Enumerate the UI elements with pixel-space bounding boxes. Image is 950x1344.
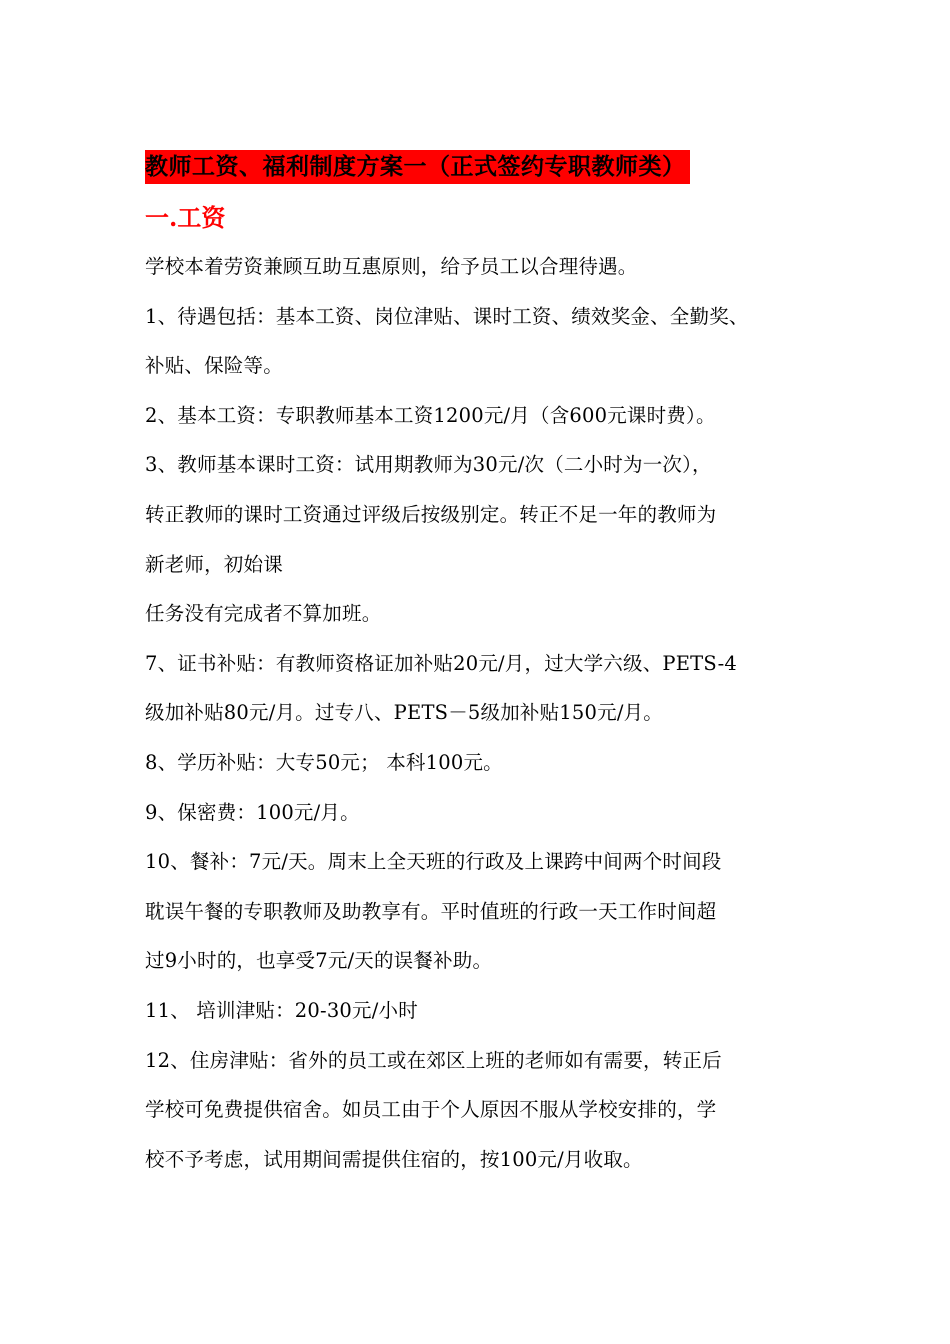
paragraph-line: 11、 培训津贴：20-30元/小时 [145,998,418,1022]
paragraph-line: 学校可免费提供宿舍。如员工由于个人原因不服从学校安排的，学 [145,1098,717,1122]
paragraph-line: 2、基本工资：专职教师基本工资1200元/月（含600元课时费）。 [145,403,716,427]
paragraph-line: 8、学历补贴：大专50元； 本科100元。 [145,750,503,774]
paragraph-line: 任务没有完成者不算加班。 [145,602,382,626]
paragraph-line: 转正教师的课时工资通过评级后按级别定。转正不足一年的教师为 [145,502,717,526]
paragraph-line: 12、住房津贴：省外的员工或在郊区上班的老师如有需要，转正后 [145,1048,722,1072]
paragraph-line: 7、证书补贴：有教师资格证加补贴20元/月，过大学六级、PETS-4 [145,651,738,675]
paragraph-line: 校不予考虑，试用期间需提供住宿的，按100元/月收取。 [145,1147,643,1171]
document-title: 教师工资、福利制度方案一（正式签约专职教师类） [145,150,690,184]
paragraph-line: 3、教师基本课时工资：试用期教师为30元/次（二小时为一次）， [145,453,712,477]
document-body [145,242,835,1184]
paragraph-line: 学校本着劳资兼顾互助互惠原则，给予员工以合理待遇。 [145,255,638,278]
paragraph-line: 过9小时的，也享受7元/天的误餐补助。 [145,949,493,973]
paragraph-line: 级加补贴80元/月。过专八、PETS－5级加补贴150元/月。 [145,701,663,725]
paragraph-line: 新老师，初始课 [145,552,283,576]
paragraph-line: 耽误午餐的专职教师及助教享有。平时值班的行政一天工作时间超 [145,899,717,923]
paragraph-line: 补贴、保险等。 [145,354,283,378]
section-heading-salary: 一.工资 [145,203,226,232]
paragraph-line: 1、待遇包括：基本工资、岗位津贴、课时工资、绩效奖金、全勤奖、 [145,304,749,328]
paragraph-line: 10、餐补：7元/天。周末上全天班的行政及上课跨中间两个时间段 [145,850,722,874]
paragraph-line: 9、保密费：100元/月。 [145,800,360,824]
document-page [145,150,835,1184]
